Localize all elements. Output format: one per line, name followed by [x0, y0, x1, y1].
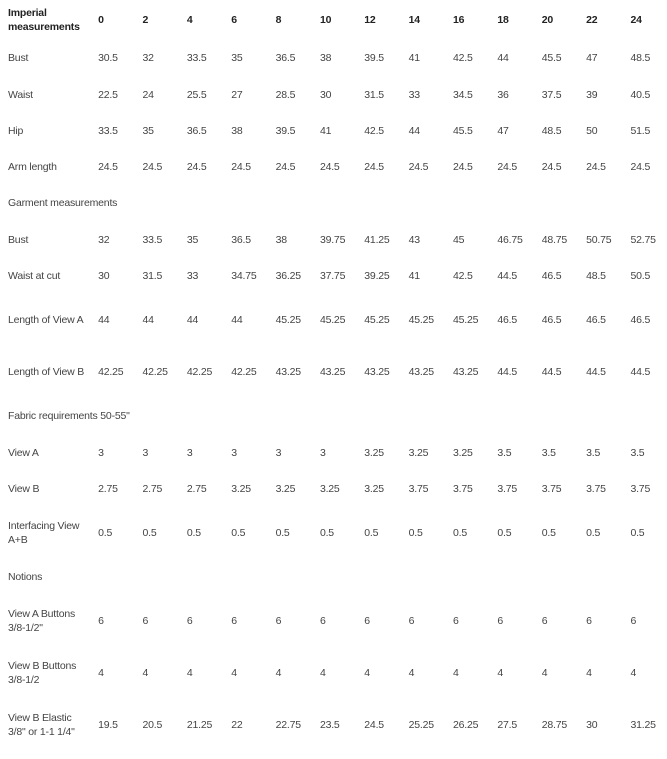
cell-value: 4 — [497, 667, 504, 679]
row-notions — [0, 559, 667, 595]
cell-value: 4 — [408, 667, 415, 679]
cell-value: 45.25 — [408, 314, 434, 326]
size-header-22: 22 — [586, 14, 598, 26]
row-view-b-buttons — [0, 647, 667, 699]
cell-value: 6 — [135, 595, 179, 647]
size-header-4: 4 — [186, 14, 193, 26]
cell-value: 24.5 — [630, 161, 651, 173]
row-label: Length of View B — [0, 346, 90, 398]
row-fabric-requirements — [0, 398, 667, 434]
cell-value: 37.5 — [541, 88, 562, 101]
cell-value: 21.25 — [179, 699, 223, 751]
cell-value: 24.5 — [586, 161, 606, 173]
row-hip — [0, 113, 667, 149]
cell-value: 4 — [231, 667, 237, 679]
row-view-a — [0, 434, 667, 471]
cell-value: 30.5 — [90, 40, 134, 76]
cell-value: 22.75 — [268, 699, 312, 751]
row-waist — [0, 76, 667, 113]
cell-value: 46.5 — [534, 258, 578, 294]
cell-value: 44.5 — [578, 346, 622, 398]
cell-value: 0.5 — [356, 507, 400, 559]
cell-value: 24.5 — [98, 161, 118, 173]
cell-value: 24.5 — [356, 699, 400, 751]
cell-value: 50.75 — [586, 233, 612, 246]
cell-value: 23.5 — [312, 699, 356, 751]
cell-value: 3 — [135, 434, 179, 471]
row-label: View B Buttons 3/8-1/2 — [8, 660, 77, 686]
section-label: Notions — [8, 571, 43, 583]
cell-value: 47 — [578, 40, 622, 76]
size-header-8: 8 — [275, 14, 282, 26]
row-label: Waist — [8, 88, 33, 101]
row-label: View B Elastic 3/8" or 1-1 1/4" — [0, 699, 90, 751]
cell-value: 3.25 — [401, 434, 445, 471]
cell-value: 25.5 — [186, 88, 207, 101]
cell-value: 48.75 — [541, 233, 568, 246]
cell-value: 45.5 — [445, 113, 489, 149]
size-header-0: 0 — [98, 14, 104, 26]
size-header-12: 12 — [364, 14, 376, 26]
cell-value: 44.5 — [534, 346, 578, 398]
cell-value: 28.75 — [534, 699, 578, 751]
cell-value: 48.5 — [534, 113, 578, 149]
cell-value: 38 — [312, 40, 356, 76]
cell-value: 51.5 — [622, 113, 667, 149]
cell-value: 0.5 — [90, 507, 134, 559]
cell-value: 43.25 — [268, 346, 312, 398]
cell-value: 0.5 — [223, 507, 267, 559]
cell-value: 45.25 — [275, 314, 301, 326]
cell-value: 34.75 — [223, 258, 267, 294]
row-garment-measurements — [0, 185, 667, 221]
cell-value: 3.75 — [586, 483, 606, 495]
cell-value: 3.25 — [231, 483, 251, 495]
cell-value: 27.5 — [489, 699, 533, 751]
cell-value: 6 — [622, 595, 667, 647]
cell-value: 46.5 — [497, 314, 518, 326]
cell-value: 4 — [364, 667, 370, 679]
cell-value: 38 — [275, 233, 287, 246]
cell-value: 0.5 — [578, 507, 622, 559]
cell-value: 3.25 — [356, 434, 400, 471]
cell-value: 34.5 — [453, 88, 473, 101]
row-interfacing — [0, 507, 667, 559]
cell-value: 25.25 — [401, 699, 445, 751]
cell-value: 36.5 — [231, 233, 251, 246]
cell-value: 33 — [179, 258, 223, 294]
cell-value: 31.5 — [135, 258, 179, 294]
row-length-view-a — [0, 294, 667, 346]
row-bust — [0, 40, 667, 76]
cell-value: 3 — [90, 434, 134, 471]
cell-value: 3.25 — [319, 483, 340, 495]
cell-value: 42.5 — [356, 113, 400, 149]
size-header-14: 14 — [408, 14, 420, 26]
cell-value: 33.5 — [142, 233, 163, 246]
cell-value: 36 — [497, 88, 509, 101]
cell-value: 3.75 — [497, 483, 518, 495]
cell-value: 24.5 — [275, 161, 296, 173]
cell-value: 46.5 — [541, 314, 562, 326]
cell-value: 0.5 — [445, 507, 489, 559]
cell-value: 6 — [578, 595, 622, 647]
cell-value: 33.5 — [179, 40, 223, 76]
row-arm-length — [0, 149, 667, 185]
cell-value: 43.25 — [356, 346, 400, 398]
cell-value: 42.5 — [445, 40, 489, 76]
cell-value: 3 — [223, 434, 267, 471]
cell-value: 42.25 — [223, 346, 267, 398]
cell-value: 43.25 — [312, 346, 356, 398]
cell-value: 6 — [90, 595, 134, 647]
cell-value: 6 — [534, 595, 578, 647]
cell-value: 24.5 — [319, 161, 340, 173]
cell-value: 45.5 — [534, 40, 578, 76]
cell-value: 36.5 — [179, 113, 223, 149]
cell-value: 24.5 — [408, 161, 429, 173]
cell-value: 48.5 — [622, 40, 667, 76]
cell-value: 0.5 — [622, 507, 667, 559]
cell-value: 45.25 — [453, 314, 479, 326]
cell-value: 24.5 — [186, 161, 207, 173]
cell-value: 24.5 — [541, 161, 562, 173]
cell-value: 46.5 — [630, 314, 651, 326]
cell-value: 0.5 — [534, 507, 578, 559]
cell-value: 3.25 — [445, 434, 489, 471]
cell-value: 6 — [268, 595, 312, 647]
cell-value: 27 — [231, 88, 243, 101]
cell-value: 48.5 — [578, 258, 622, 294]
cell-value: 3.5 — [534, 434, 578, 471]
cell-value: 30 — [90, 258, 134, 294]
cell-value: 36.25 — [268, 258, 312, 294]
size-header-18: 18 — [497, 14, 509, 26]
section-label: Fabric requirements 50-55" — [8, 410, 130, 422]
cell-value: 0.5 — [312, 507, 356, 559]
cell-value: 4 — [541, 667, 548, 679]
cell-value: 3.5 — [578, 434, 622, 471]
row-label: Length of View A — [8, 314, 84, 326]
cell-value: 41 — [401, 258, 445, 294]
cell-value: 42.5 — [445, 258, 489, 294]
cell-value: 3.75 — [630, 483, 651, 495]
cell-value: 37.75 — [312, 258, 356, 294]
cell-value: 39 — [586, 88, 598, 101]
cell-value: 6 — [445, 595, 489, 647]
cell-value: 24.5 — [453, 161, 473, 173]
cell-value: 24.5 — [231, 161, 251, 173]
row-view-b-elastic — [0, 699, 667, 751]
row-label: Arm length — [8, 161, 57, 173]
cell-value: 41.25 — [364, 233, 390, 246]
cell-value: 26.25 — [445, 699, 489, 751]
cell-value: 43.25 — [401, 346, 445, 398]
cell-value: 36.5 — [268, 40, 312, 76]
row-label: View B — [8, 483, 40, 495]
cell-value: 4 — [630, 667, 637, 679]
size-header-10: 10 — [319, 14, 332, 26]
cell-value: 6 — [401, 595, 445, 647]
cell-value: 3.25 — [275, 483, 296, 495]
row-label: Hip — [0, 113, 90, 149]
cell-value: 6 — [489, 595, 533, 647]
row-length-view-b — [0, 346, 667, 398]
cell-value: 33 — [408, 88, 420, 101]
cell-value: 35 — [223, 40, 267, 76]
row-label: Interfacing View A+B — [0, 507, 90, 559]
table-body — [0, 40, 667, 751]
cell-value: 4 — [98, 667, 104, 679]
cell-value: 33.5 — [90, 113, 134, 149]
cell-value: 43.25 — [445, 346, 489, 398]
row-label: Bust — [0, 40, 90, 76]
size-header-24: 24 — [630, 14, 642, 26]
cell-value: 39.5 — [268, 113, 312, 149]
cell-value: 3.5 — [489, 434, 533, 471]
cell-value: 42.25 — [179, 346, 223, 398]
cell-value: 45.25 — [319, 314, 346, 326]
size-header-16: 16 — [453, 14, 465, 26]
cell-value: 45.25 — [364, 314, 390, 326]
cell-value: 4 — [453, 667, 459, 679]
cell-value: 43 — [408, 233, 420, 246]
cell-value: 39.5 — [356, 40, 400, 76]
cell-value: 32 — [135, 40, 179, 76]
cell-value: 3.75 — [453, 483, 473, 495]
cell-value: 44.5 — [489, 346, 533, 398]
cell-value: 39.25 — [356, 258, 400, 294]
cell-value: 47 — [489, 113, 533, 149]
row-label: Waist at cut — [0, 258, 90, 294]
cell-value: 44 — [142, 314, 154, 326]
cell-value: 2.75 — [142, 483, 163, 495]
cell-value: 31.5 — [364, 88, 384, 101]
cell-value: 44 — [186, 314, 199, 326]
cell-value: 4 — [275, 667, 282, 679]
row-label: Bust — [8, 233, 29, 246]
cell-value: 3.75 — [408, 483, 429, 495]
cell-value: 3 — [312, 434, 356, 471]
cell-value: 44 — [98, 314, 110, 326]
cell-value: 6 — [179, 595, 223, 647]
cell-value: 4 — [586, 667, 592, 679]
cell-value: 22.5 — [98, 88, 118, 101]
cell-value: 35 — [135, 113, 179, 149]
cell-value: 3.75 — [541, 483, 562, 495]
size-header-6: 6 — [231, 14, 237, 26]
size-header-2: 2 — [142, 14, 149, 26]
cell-value: 24.5 — [364, 161, 384, 173]
cell-value: 0.5 — [401, 507, 445, 559]
cell-value: 3 — [268, 434, 312, 471]
cell-value: 52.75 — [630, 233, 656, 246]
header-title: Imperial measurements — [8, 7, 80, 33]
row-view-a-buttons — [0, 595, 667, 647]
cell-value: 40.5 — [630, 88, 651, 101]
header-row — [0, 0, 667, 40]
cell-value: 38 — [223, 113, 267, 149]
cell-value: 6 — [356, 595, 400, 647]
cell-value: 2.75 — [98, 483, 118, 495]
cell-value: 30 — [578, 699, 622, 751]
row-label: View A Buttons 3/8-1/2" — [0, 595, 90, 647]
cell-value: 0.5 — [179, 507, 223, 559]
row-garment-bust — [0, 221, 667, 258]
cell-value: 44 — [401, 113, 445, 149]
cell-value: 50 — [578, 113, 622, 149]
cell-value: 0.5 — [268, 507, 312, 559]
cell-value: 0.5 — [135, 507, 179, 559]
cell-value: 3.25 — [364, 483, 384, 495]
cell-value: 44.5 — [489, 258, 533, 294]
cell-value: 24.5 — [142, 161, 163, 173]
cell-value: 6 — [223, 595, 267, 647]
cell-value: 45 — [453, 233, 465, 246]
cell-value: 28.5 — [275, 88, 296, 101]
cell-value: 24 — [142, 88, 154, 101]
cell-value: 4 — [142, 667, 149, 679]
cell-value: 3 — [179, 434, 223, 471]
cell-value: 3.5 — [622, 434, 667, 471]
cell-value: 32 — [98, 233, 110, 246]
cell-value: 30 — [319, 88, 332, 101]
cell-value: 4 — [186, 667, 193, 679]
cell-value: 24.5 — [497, 161, 518, 173]
cell-value: 2.75 — [186, 483, 207, 495]
cell-value: 50.5 — [622, 258, 667, 294]
cell-value: 0.5 — [489, 507, 533, 559]
cell-value: 44 — [489, 40, 533, 76]
cell-value: 35 — [186, 233, 199, 246]
cell-value: 22 — [223, 699, 267, 751]
cell-value: 4 — [319, 667, 326, 679]
cell-value: 6 — [312, 595, 356, 647]
cell-value: 41 — [401, 40, 445, 76]
section-label: Garment measurements — [0, 185, 667, 221]
size-header-20: 20 — [541, 14, 554, 26]
cell-value: 19.5 — [90, 699, 134, 751]
row-label: View A — [0, 434, 90, 471]
cell-value: 42.25 — [90, 346, 134, 398]
cell-value: 20.5 — [135, 699, 179, 751]
cell-value: 42.25 — [135, 346, 179, 398]
cell-value: 46.75 — [497, 233, 523, 246]
row-view-b — [0, 471, 667, 507]
cell-value: 44.5 — [622, 346, 667, 398]
cell-value: 41 — [312, 113, 356, 149]
cell-value: 31.25 — [622, 699, 667, 751]
cell-value: 44 — [231, 314, 243, 326]
cell-value: 46.5 — [586, 314, 606, 326]
row-waist-at-cut — [0, 258, 667, 294]
cell-value: 39.75 — [319, 233, 346, 246]
